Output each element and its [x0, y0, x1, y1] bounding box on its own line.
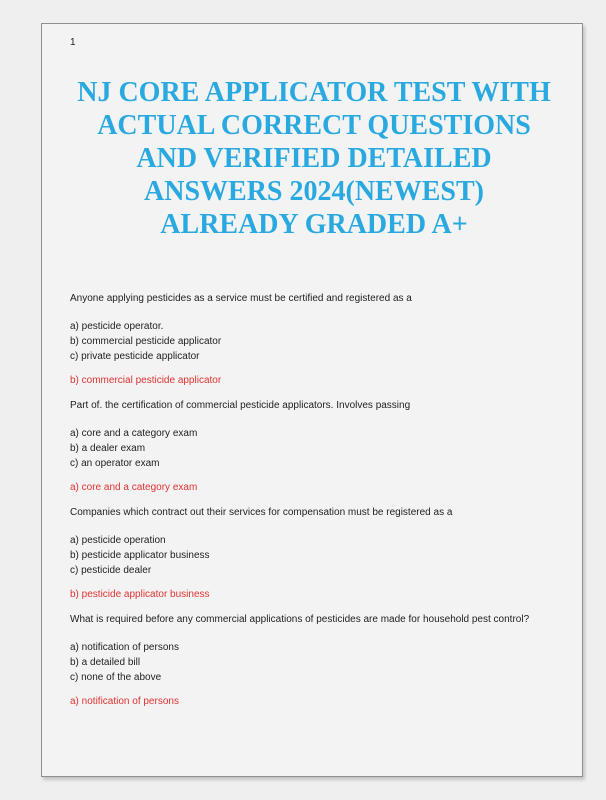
- title-line: AND VERIFIED DETAILED: [136, 143, 492, 174]
- document-title: [70, 76, 558, 241]
- option-a: a) pesticide operation: [70, 535, 166, 546]
- option-a: a) pesticide operator.: [70, 321, 164, 332]
- document-page: [41, 23, 583, 777]
- qa-block: [70, 612, 558, 709]
- answer-text: a) notification of persons: [70, 696, 179, 707]
- answer-text: b) pesticide applicator business: [70, 589, 210, 600]
- answer-text: a) core and a category exam: [70, 482, 198, 493]
- qa-block: [70, 505, 558, 602]
- option-c: c) pesticide dealer: [70, 565, 152, 576]
- qa-block: [70, 291, 558, 388]
- title-line: ALREADY GRADED A+: [160, 209, 468, 240]
- option-a: a) notification of persons: [70, 642, 179, 653]
- question-text: Part of. the certification of commercial pesticide applicators. Involves passing: [70, 400, 411, 411]
- question-text: Anyone applying pesticides as a service must be certified and registered as a: [70, 293, 412, 304]
- option-c: c) private pesticide applicator: [70, 351, 200, 362]
- option-c: c) an operator exam: [70, 458, 160, 469]
- option-c: c) none of the above: [70, 672, 162, 683]
- title-line: ACTUAL CORRECT QUESTIONS: [97, 110, 531, 141]
- qa-block: [70, 398, 558, 495]
- option-b: b) pesticide applicator business: [70, 550, 210, 561]
- page-number: 1: [70, 37, 76, 48]
- option-a: a) core and a category exam: [70, 428, 198, 439]
- question-text: What is required before any commercial applications of pesticides are made for household pest control?: [70, 614, 530, 625]
- title-line: NJ CORE APPLICATOR TEST WITH: [77, 77, 551, 108]
- option-b: b) a dealer exam: [70, 443, 146, 454]
- question-list: [70, 291, 558, 709]
- answer-text: b) commercial pesticide applicator: [70, 375, 222, 386]
- option-b: b) a detailed bill: [70, 657, 141, 668]
- question-text: Companies which contract out their services for compensation must be registered as a: [70, 507, 453, 518]
- option-b: b) commercial pesticide applicator: [70, 336, 222, 347]
- title-line: ANSWERS 2024(NEWEST): [144, 176, 484, 207]
